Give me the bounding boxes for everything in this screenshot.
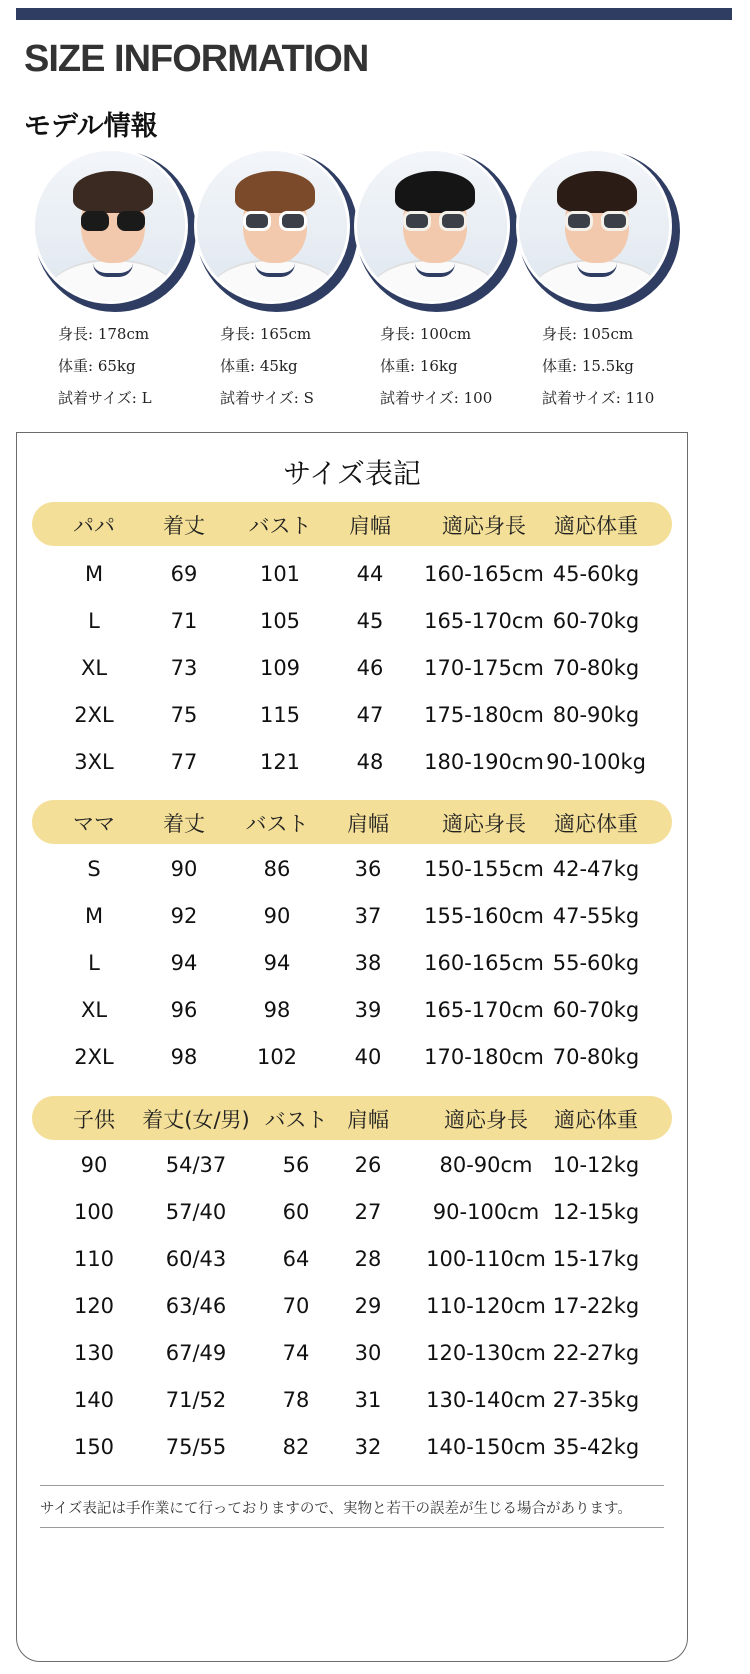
table-cell: 27-35kg [552, 1388, 640, 1412]
model-stats [542, 318, 654, 414]
table-header-cell: 適応身長 [444, 1108, 528, 1132]
table-cell: 37 [354, 904, 382, 928]
table-cell: 70-80kg [552, 656, 640, 680]
table-cell: 12-15kg [552, 1200, 640, 1224]
model-photo-father [32, 148, 188, 304]
model-weight: 体重: 45kg [220, 357, 298, 375]
table-cell: 120-130cm [426, 1341, 546, 1365]
table-cell: 90 [80, 1153, 108, 1177]
model-weight: 体重: 15.5kg [542, 357, 634, 375]
model-stats [220, 318, 314, 414]
table-cell: 150 [73, 1435, 115, 1459]
table-cell: 73 [170, 656, 198, 680]
table-cell: 38 [354, 951, 382, 975]
table-cell: 90-100kg [546, 750, 646, 774]
table-cell: M [84, 904, 104, 928]
table-cell: 109 [259, 656, 301, 680]
model-height: 身長: 100cm [380, 325, 472, 343]
table-cell: 90 [170, 857, 198, 881]
model-height: 身長: 105cm [542, 325, 634, 343]
table-cell: XL [80, 998, 108, 1022]
table-cell: 55-60kg [552, 951, 640, 975]
table-cell: 160-165cm [424, 562, 544, 586]
size-note: サイズ表記は手作業にて行っておりますので、実物と若干の誤差が生じる場合があります。 [40, 1501, 632, 1517]
table-cell: 48 [356, 750, 384, 774]
table-header-cell: バスト [248, 514, 312, 538]
table-cell: 45 [356, 609, 384, 633]
table-cell: 10-12kg [552, 1153, 640, 1177]
table-cell: 92 [170, 904, 198, 928]
table-cell: 46 [356, 656, 384, 680]
table-header-cell: 着丈 [163, 812, 205, 836]
model-height: 身長: 178cm [58, 325, 150, 343]
table-cell: 160-165cm [424, 951, 544, 975]
model-info-heading: モデル情報 [24, 111, 158, 142]
table-cell: 90 [263, 904, 291, 928]
table-cell: 110-120cm [426, 1294, 546, 1318]
table-cell: 44 [356, 562, 384, 586]
top-accent-bar [16, 8, 732, 20]
table-cell: 64 [282, 1247, 310, 1271]
table-cell: 26 [354, 1153, 382, 1177]
table-cell: 120 [73, 1294, 115, 1318]
table-cell: M [84, 562, 104, 586]
table-cell: 74 [282, 1341, 310, 1365]
table-cell: 96 [170, 998, 198, 1022]
note-divider-top [40, 1485, 664, 1486]
table-cell: L [88, 951, 100, 975]
table-header-cell: バスト [245, 812, 309, 836]
table-cell: 155-160cm [424, 904, 544, 928]
table-header-cell: 適応身長 [442, 812, 526, 836]
table-cell: 3XL [74, 750, 114, 774]
table-cell: 29 [354, 1294, 382, 1318]
table-cell: 71/52 [165, 1388, 227, 1412]
model-photo-mother [194, 148, 350, 304]
table-cell: 35-42kg [552, 1435, 640, 1459]
table-cell: 180-190cm [424, 750, 544, 774]
sunglasses-icon [565, 211, 629, 231]
sunglasses-icon [243, 211, 307, 231]
table-cell: 15-17kg [552, 1247, 640, 1271]
table-cell: 77 [170, 750, 198, 774]
model-tried-size: 試着サイズ: 110 [542, 389, 655, 407]
size-chart-title: サイズ表記 [283, 457, 421, 490]
table-cell: 90-100cm [432, 1200, 540, 1224]
table-cell: 60-70kg [552, 998, 640, 1022]
model-tried-size: 試着サイズ: S [220, 389, 314, 407]
table-cell: L [88, 609, 100, 633]
model-weight: 体重: 65kg [58, 357, 136, 375]
table-header-cell: 肩幅 [347, 1108, 389, 1132]
table-header-cell: 適応体重 [554, 514, 638, 538]
table-cell: 115 [259, 703, 301, 727]
table-cell: 42-47kg [552, 857, 640, 881]
table-cell: 56 [282, 1153, 310, 1177]
table-header-cell: ママ [73, 812, 115, 836]
model-stats [58, 318, 152, 414]
table-cell: 67/49 [165, 1341, 227, 1365]
model-stats [380, 318, 492, 414]
model-tried-size: 試着サイズ: L [58, 389, 152, 407]
table-header-cell: バスト [264, 1108, 328, 1132]
table-cell: 150-155cm [424, 857, 544, 881]
table-cell: 121 [259, 750, 301, 774]
table-cell: 36 [354, 857, 382, 881]
table-cell: 86 [263, 857, 291, 881]
table-cell: 39 [354, 998, 382, 1022]
table-cell: 57/40 [165, 1200, 227, 1224]
table-cell: 63/46 [165, 1294, 227, 1318]
table-header-cell: パパ [73, 514, 115, 538]
table-header-cell: 適応体重 [554, 812, 638, 836]
table-cell: 2XL [74, 703, 114, 727]
table-cell: 165-170cm [424, 609, 544, 633]
table-header-cell: 着丈 [163, 514, 205, 538]
table-cell: 165-170cm [424, 998, 544, 1022]
table-cell: 100 [73, 1200, 115, 1224]
table-cell: 28 [354, 1247, 382, 1271]
table-header-cell: 適応身長 [442, 514, 526, 538]
table-cell: 40 [354, 1045, 382, 1069]
table-cell: 100-110cm [426, 1247, 546, 1271]
table-cell: 170-180cm [424, 1045, 544, 1069]
table-cell: 105 [259, 609, 301, 633]
model-height: 身長: 165cm [220, 325, 312, 343]
table-cell: 170-175cm [424, 656, 544, 680]
model-photo-boy [354, 148, 510, 304]
table-cell: 75/55 [165, 1435, 227, 1459]
table-cell: 47 [356, 703, 384, 727]
note-divider-bottom [40, 1527, 664, 1528]
table-cell: 2XL [74, 1045, 114, 1069]
table-cell: 60-70kg [552, 609, 640, 633]
table-cell: 54/37 [165, 1153, 227, 1177]
table-header-cell: 着丈(女/男) [142, 1108, 250, 1132]
table-cell: 130-140cm [426, 1388, 546, 1412]
table-header-cell: 肩幅 [349, 514, 391, 538]
table-cell: 30 [354, 1341, 382, 1365]
table-cell: 101 [259, 562, 301, 586]
table-cell: 140-150cm [426, 1435, 546, 1459]
page-title: SIZE INFORMATION [24, 38, 369, 80]
table-cell: 60 [282, 1200, 310, 1224]
table-cell: 60/43 [165, 1247, 227, 1271]
sunglasses-icon [403, 211, 467, 231]
sunglasses-icon [81, 211, 145, 231]
table-cell: 17-22kg [552, 1294, 640, 1318]
table-cell: 94 [170, 951, 198, 975]
table-cell: 47-55kg [552, 904, 640, 928]
model-tried-size: 試着サイズ: 100 [380, 389, 493, 407]
table-cell: 69 [170, 562, 198, 586]
table-header-cell: 子供 [73, 1108, 115, 1132]
table-cell: 78 [282, 1388, 310, 1412]
table-header-cell: 適応体重 [554, 1108, 638, 1132]
table-cell: 31 [354, 1388, 382, 1412]
table-cell: 45-60kg [552, 562, 640, 586]
table-cell: 70-80kg [552, 1045, 640, 1069]
table-cell: 32 [354, 1435, 382, 1459]
table-cell: 22-27kg [552, 1341, 640, 1365]
table-cell: 75 [170, 703, 198, 727]
table-cell: 80-90cm [439, 1153, 533, 1177]
table-cell: 94 [263, 951, 291, 975]
table-cell: 82 [282, 1435, 310, 1459]
table-cell: 110 [73, 1247, 115, 1271]
table-cell: 98 [263, 998, 291, 1022]
table-cell: 70 [282, 1294, 310, 1318]
table-cell: S [87, 857, 101, 881]
table-cell: 27 [354, 1200, 382, 1224]
model-photo-girl [516, 148, 672, 304]
table-cell: 102 [256, 1045, 298, 1069]
table-cell: 98 [170, 1045, 198, 1069]
table-cell: 71 [170, 609, 198, 633]
table-cell: 80-90kg [552, 703, 640, 727]
table-cell: XL [80, 656, 108, 680]
model-gallery [0, 150, 750, 440]
model-weight: 体重: 16kg [380, 357, 458, 375]
table-header-cell: 肩幅 [347, 812, 389, 836]
table-cell: 140 [73, 1388, 115, 1412]
table-cell: 130 [73, 1341, 115, 1365]
table-cell: 175-180cm [424, 703, 544, 727]
